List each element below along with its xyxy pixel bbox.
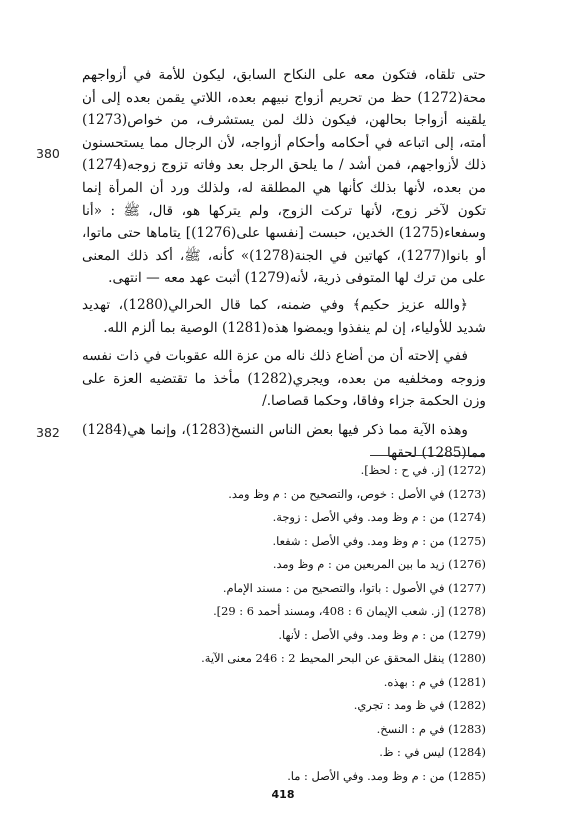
page-number: 418 (271, 788, 295, 801)
footnote: (1274) من : م وظ ومد. وفي الأصل : زوجة. (272, 510, 486, 524)
margin-number: 380 (36, 146, 60, 161)
paragraph: وهذه الآية مما ذكر فيها بعض الناس النسخ(1283)، وإنما هي(1284) مما(1285) لحقها (82, 421, 486, 461)
footnote: (1276) زيد ما بين المربعين من : م وظ ومد. (272, 557, 486, 571)
footnote: (1280) ينقل المحقق عن البحر المحيط 2 : 246 معنى الآية. (201, 651, 486, 665)
paragraph: ففي إلاحته أن من أضاع ذلك ناله من عزة الله عقوبات في ذات نفسه وزوجه ومخلفيه من بعده، ويجري(1282) مأخذ ما تقتضيه العزة على وزن الحكمة جزاء وفاقا، وحكما قصاصا./ (82, 348, 486, 410)
footnote: (1282) في ظ ومد : تجري. (353, 698, 486, 712)
footnote: (1281) في م : بهذه. (383, 674, 486, 689)
footnote-divider (370, 455, 484, 456)
footnote: (1285) من : م وظ ومد. وفي الأصل : ما. (287, 768, 486, 783)
footnote: (1273) في الأصل : خوص، والتصحيح من : م وظ ومد. (228, 486, 486, 501)
margin-number: 382 (36, 425, 60, 440)
footnote: (1272) [ز. في ح : لحظ]. (360, 463, 486, 477)
paragraph: ﴿والله عزيز حكيم﴾ وفي ضمنه، كما قال الحرالي(1280)، تهديد شديد للأولياء، إن لم ينفذوا ويمضوا هذه(1281) الوصية بما ألزم الله. (82, 296, 486, 336)
footnote: (1284) ليس في : ظ. (379, 745, 486, 759)
main-text (82, 64, 486, 464)
footnote: (1277) في الأصول : باتوا، والتصحيح من : مسند الإمام. (222, 580, 486, 595)
footnote: (1283) في م : النسخ. (376, 721, 486, 736)
footnote: (1275) من : م وظ ومد. وفي الأصل : شفعا. (272, 533, 486, 548)
footnotes (140, 459, 486, 788)
footnote: (1279) من : م وظ ومد. وفي الأصل : لأنها. (278, 627, 486, 642)
paragraph: حتى تلقاه، فتكون معه على النكاح السابق، ليكون للأمة في أزواجهم محة(1272) حظ من تحريم أزواج نبيهم بعده، اللاتي يقمن بعده إلى أن يلقينه أزواجا بحالهن، فيكون ذلك لمن يستشرف، من خواص(1273) أمته، إلى اتباعه في أحكامه وأحكام أزواجه، لأن الرجال مما يستحسنون ذلك لأزواجهم، فمن أشد / ما يلحق الرجل بعد وفاته تزوج زوجه(1274) من بعده، لأنها بذلك كأنها هي المطلقة له، ولذلك ورد أن المرأة إنما تكون لآخر زوج، لأنها تركت الزوج، ولم يتركها هو، قال، ﷺ : «أنا وسفعاء(1275) الخدين، حبست [نفسها على(1276)] يتاماها حتى ماتوا، أو بانوا(1277)، كهاتين في الجنة(1278)» كأنه، ﷺ، أكد ذلك المعنى على من ترك لها المتوفى ذرية، لأنه(1279) أثبت عهد معه — انتهى. (82, 67, 486, 287)
footnote: (1278) [ز. شعب الإيمان 6 : 408، ومسند أحمد 6 : 29]. (213, 604, 486, 618)
